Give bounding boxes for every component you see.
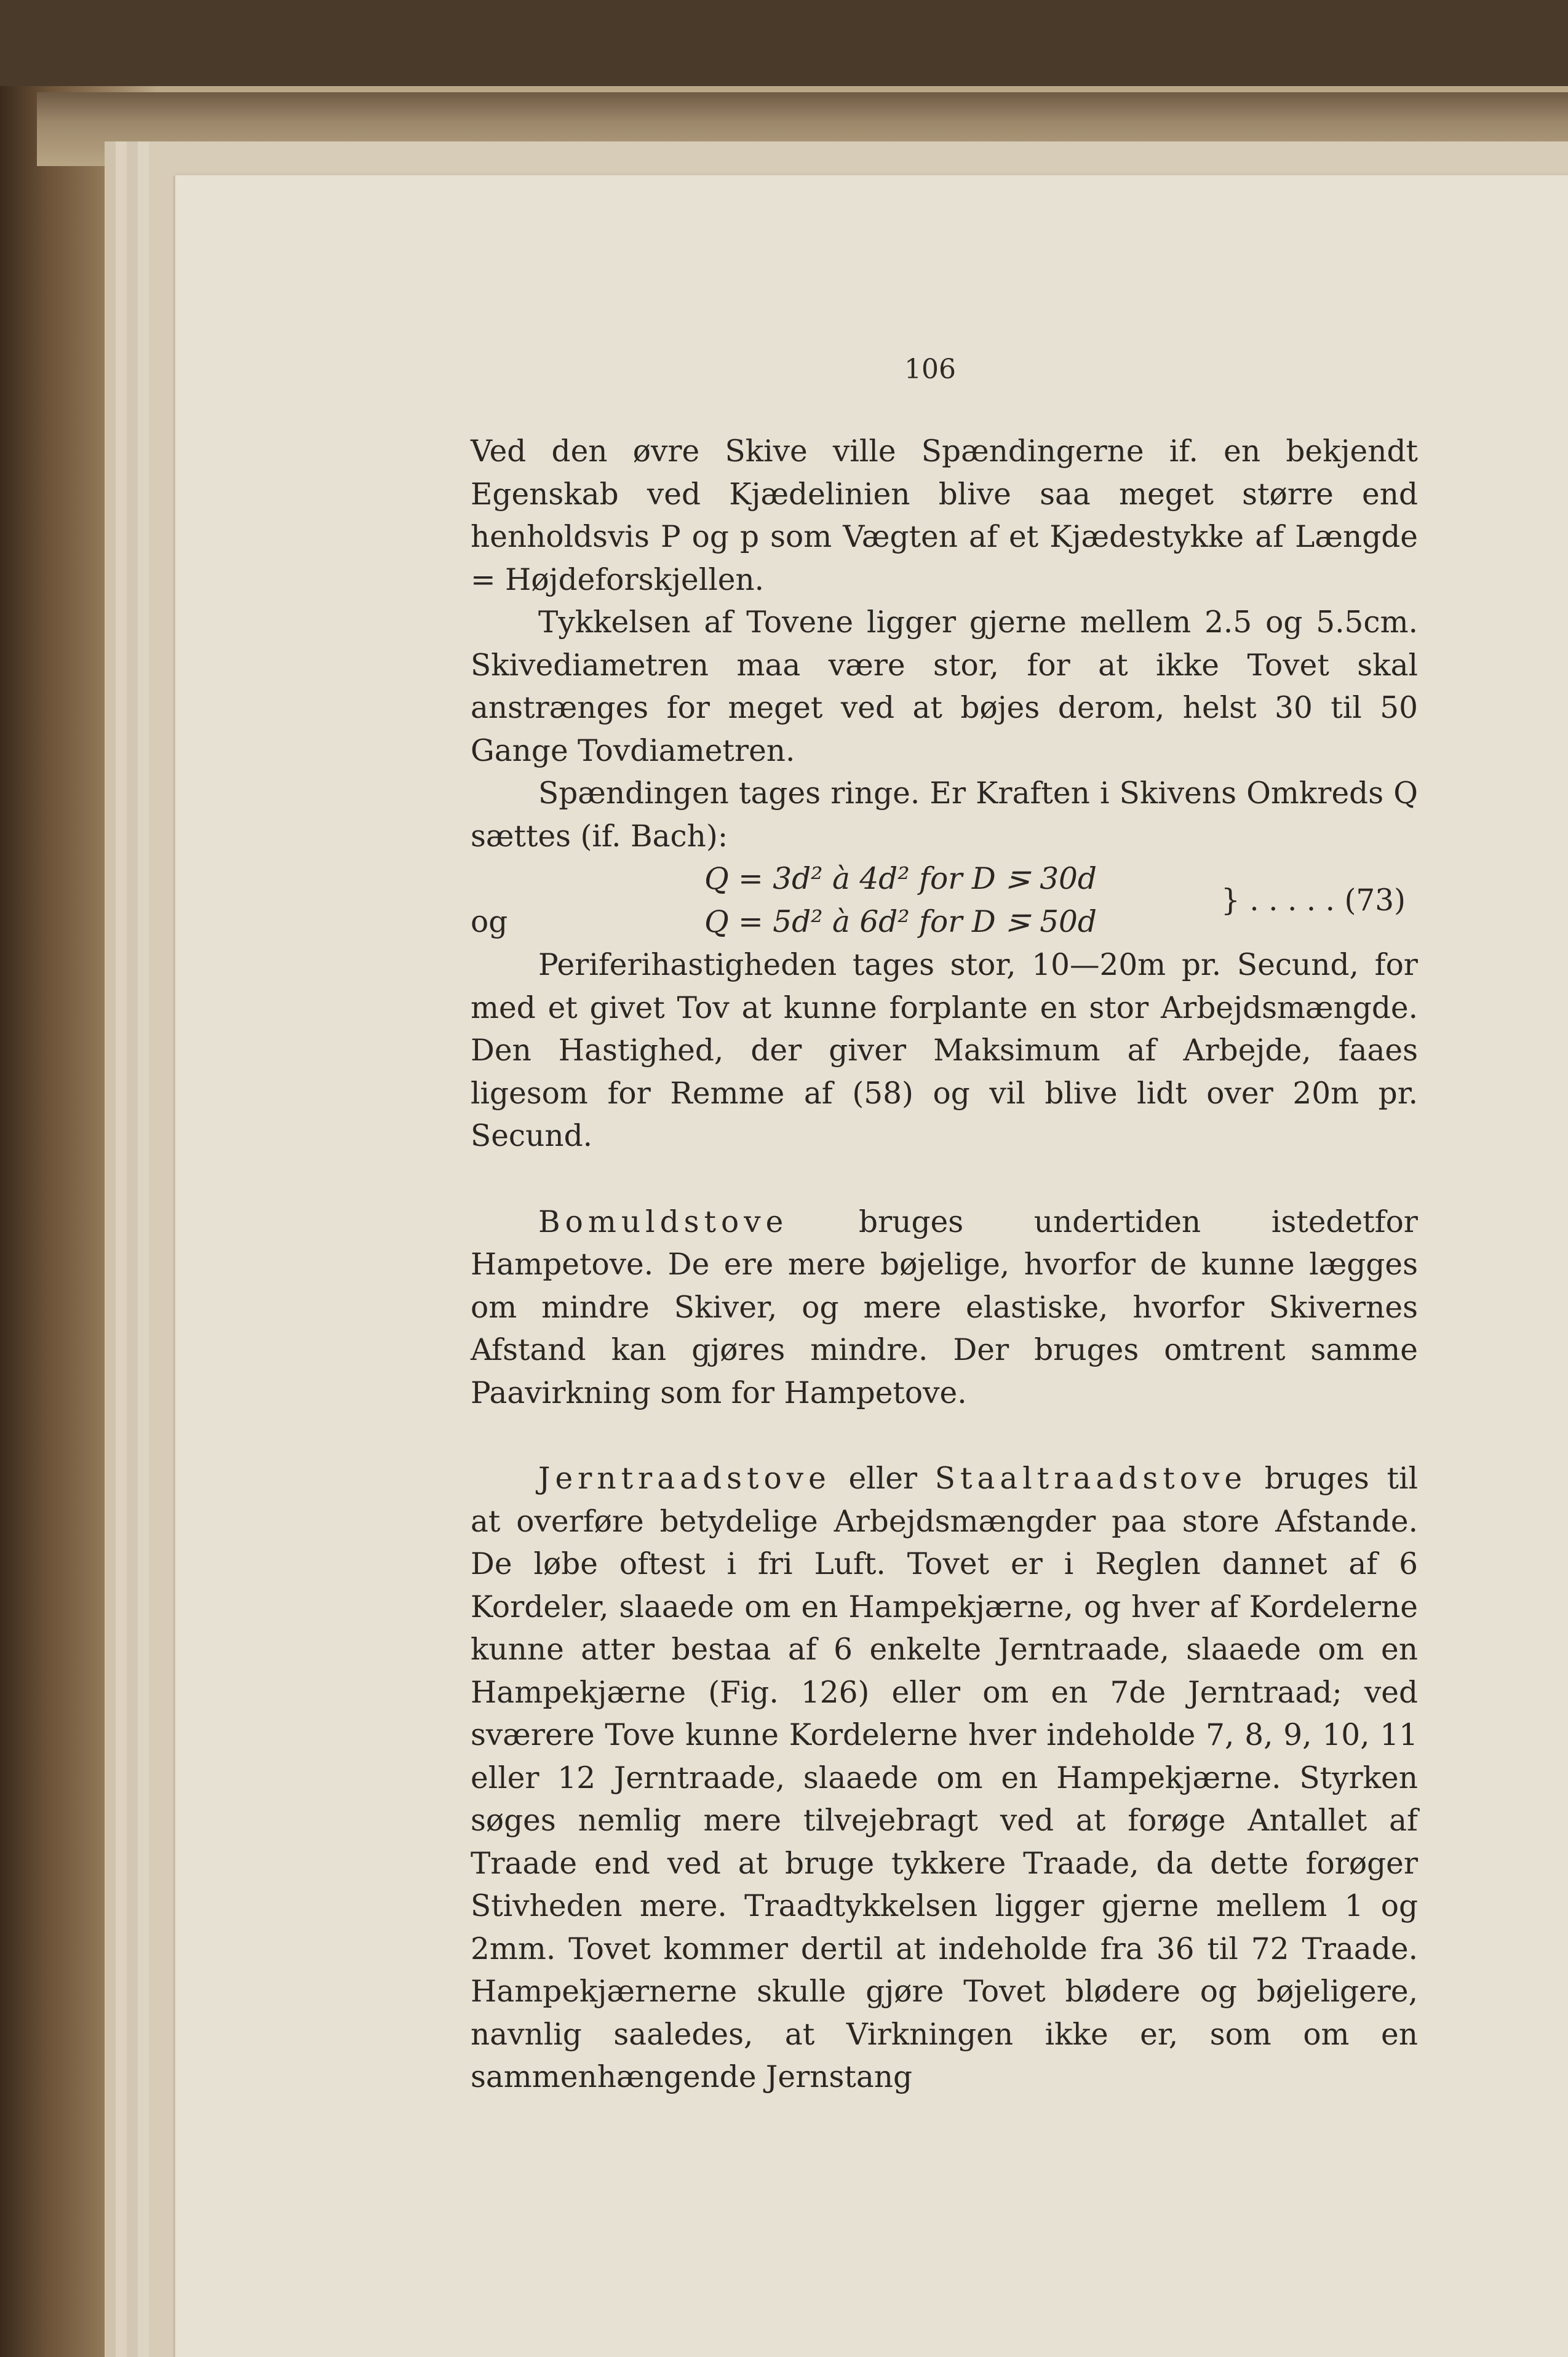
term-staaltraadstove: Staaltraadstove — [934, 1461, 1248, 1496]
paragraph-1: Ved den øvre Skive ville Spændingerne if. en bekjendt Egenskab ved Kjædelinien blive saa meget større end henholdsvis P og p som Vægten af et Kjædestykke af Længde = Højdeforskjellen. — [471, 434, 1418, 597]
formula-line-2: Q = 5d² à 6d² for D ⋝ 50d — [704, 905, 1097, 939]
page-number: 106 — [904, 354, 956, 385]
paragraph-2: Tykkelsen af Tovene ligger gjerne mellem 2.5 og 5.5cm. Skivediametren maa være stor, for at ikke Tovet skal anstrænges for meget ved at bøjes derom, helst 30 til 50 Gange Tovdiametren. — [471, 605, 1418, 768]
paragraph-5 — [471, 1201, 1418, 1415]
term-bomuldstove: Bomuldstove — [538, 1204, 789, 1239]
page-body — [471, 431, 1418, 2099]
paragraph-3: Spændingen tages ringe. Er Kraften i Skivens Omkreds Q sættes (if. Bach): — [471, 776, 1418, 854]
formula-line-1: Q = 3d² à 4d² for D ⋝ 30d — [704, 862, 1097, 896]
paragraph-6-connector: eller — [830, 1461, 935, 1496]
paragraph-6 — [471, 1458, 1418, 2099]
formula-og: og — [471, 905, 508, 939]
paragraph-4: Periferihastigheden tages stor, 10—20m pr. Secund, for med et givet Tov at kunne forplante en stor Arbejdsmængde. Den Hastighed, der giver Maksimum af Arbejde, faaes ligesom for Remme af (58) og vil blive lidt over 20m pr. Secund. — [471, 948, 1418, 1153]
paragraph-5-text: bruges undertiden istedetfor Hampetove. De ere mere bøjelige, hvorfor de kunne lægges om mindre Skiver, og mere elastiske, hvorfor Skivernes Afstand kan gjøres mindre. Der bruges omtrent samme Paavirkning som for Hampetove. — [471, 1204, 1418, 1410]
paragraph-6-text: bruges til at overføre betydelige Arbejdsmængder paa store Afstande. De løbe oftest i fri Luft. Tovet er i Reglen dannet af 6 Kordeler, slaaede om en Hampekjærne, og hver af Kordelerne kunne atter bestaa af 6 enkelte Jerntraade, slaaede om en Hampekjærne (Fig. 126) eller om en 7de Jerntraad; ved sværere Tove kunne Kordelerne hver indeholde 7, 8, 9, 10, 11 eller 12 Jerntraade, slaaede om en Hampekjærne. Styrken søges nemlig mere tilvejebragt ved at forøge Antallet af Traade end ved at bruge tykkere Traade, da dette forøger Stivheden mere. Traadtykkelsen ligger gjerne mellem 1 og 2mm. Tovet kommer dertil at indeholde fra 36 til 72 Traade. Hampekjærnerne skulle gjøre Tovet blødere og bøjeligere, navnlig saaledes, at Virkningen ikke er, som om en sammenhængende Jernstang — [471, 1461, 1418, 2094]
term-jerntraadstove: Jerntraadstove — [538, 1461, 831, 1496]
formula-number: } . . . . . (73) — [1221, 883, 1406, 918]
formula-73 — [471, 858, 1418, 944]
